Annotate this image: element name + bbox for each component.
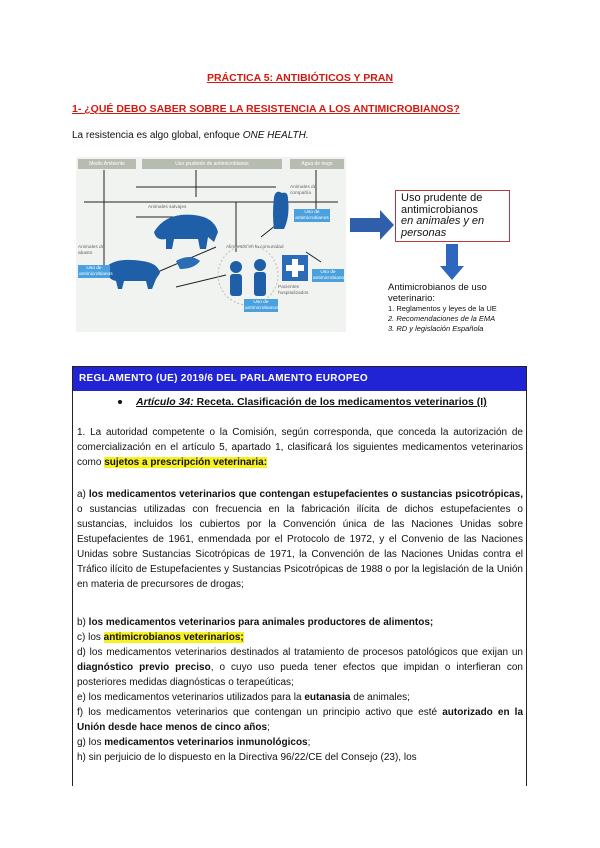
- item-g: [77, 735, 523, 750]
- farm-use-label: Uso de antimicrobianos: [79, 266, 113, 277]
- vet-item-1: 1. Reglamentos y leyes de la UE: [388, 304, 497, 313]
- figure-drawing: [76, 157, 346, 332]
- bullet-icon: [118, 400, 122, 404]
- one-health-figure: [76, 157, 346, 332]
- article-title: [118, 396, 487, 408]
- down-arrow-icon: [440, 244, 464, 280]
- paragraph-1: [77, 425, 523, 470]
- figure-header-water: Agua de riego: [290, 159, 344, 169]
- callout-line-2: antimicrobianos: [401, 203, 479, 216]
- regulation-box: [72, 366, 527, 786]
- article-heading: Receta. Clasificación de los medicamentos veterinarios (I): [193, 396, 487, 408]
- hospital-use-label: Uso de antimicrobianos: [313, 270, 347, 281]
- label-food: Alimentos en la comunidad: [226, 245, 284, 250]
- e-prefix: e) los medicamentos veterinarios utilizados para la: [77, 692, 305, 703]
- label-hospital: Pacientes hospitalizados: [278, 285, 309, 296]
- c-prefix: c) los: [77, 632, 104, 643]
- figure-header-prudent-use: Uso prudente de antimicrobianos: [142, 159, 282, 169]
- f-bold: autorizado en la Unión desde hace menos de cinco años: [77, 707, 524, 733]
- g-prefix: g) los: [77, 737, 105, 748]
- section-heading: 1- ¿QUÉ DEBO SABER SOBRE LA RESISTENCIA A LOS ANTIMICROBIANOS?: [72, 103, 460, 115]
- item-e: [77, 690, 523, 705]
- f-prefix: f) los medicamentos veterinarios que contengan un principio activo que esté: [77, 707, 443, 718]
- right-arrow-icon: [350, 210, 396, 240]
- vet-title-2: veterinario:: [388, 293, 435, 304]
- intro-text: [72, 130, 309, 141]
- f-rest: ;: [267, 722, 270, 733]
- item-b: [77, 615, 523, 630]
- regulation-header: REGLAMENTO (UE) 2019/6 DEL PARLAMENTO EUROPEO: [73, 367, 526, 391]
- a-rest: o sustancias utilizadas con frecuencia en la fabricación ilícita de dichos estupefacientes o sustancias, incluidos los cubiertos por la Convención única de las Naciones Unidas sobre Estupefacientes de 1961, enmendada por el Protocolo de 1972, y el Convenio de las Naciones Unidas sobre Sustancias Sicotrópicas de 1971, la Convención de las Naciones Unidas contra el Tráfico ilícito de Estupefacientes y Sustancias Psicotrópicas de 1988 o por la legislación de la Unión en materia de precursores de drogas;: [77, 504, 523, 590]
- page-title: PRÁCTICA 5: ANTIBIÓTICOS Y PRAN: [206, 72, 394, 84]
- pet-animal-icon: [273, 192, 289, 229]
- callout-line-4: personas: [401, 226, 447, 239]
- callout-line-3: en animales y en: [401, 215, 485, 227]
- label-farm: Animales de abasto: [78, 245, 105, 256]
- label-wild: Animales salvajes: [148, 205, 187, 210]
- item-d: [77, 645, 523, 690]
- vet-title-1: Antimicrobianos de uso: [388, 282, 487, 293]
- b-bold: los medicamentos veterinarios para animales productores de alimentos;: [88, 617, 434, 628]
- pets-use-label: Uso de antimicrobianos: [295, 210, 329, 221]
- p1-text: 1. La autoridad competente o la Comisión, según corresponda, que conceda la autorización de comercialización en el artículo 5, apartado 1, clasificará los siguientes medicamentos veterinarios como: [77, 427, 523, 468]
- g-rest: ;: [307, 737, 311, 748]
- food-icon: [176, 257, 200, 269]
- d-prefix: d) los medicamentos veterinarios destinados al tratamiento de procesos patológicos que exijan un: [77, 647, 523, 658]
- d-rest: , o cuyo uso pueda tener efectos que impidan o interfieran con posteriores medidas diagnósticas o terapeúticas;: [77, 662, 523, 688]
- d-bold: diagnóstico previo preciso: [77, 662, 211, 673]
- farm-animal-icon: [106, 260, 160, 289]
- prudent-use-callout: [395, 190, 510, 242]
- item-f: [77, 705, 523, 735]
- a-bold: los medicamentos veterinarios que contengan estupefacientes o sustancias psicotrópicas,: [88, 489, 523, 500]
- label-pets: Animales de compañía: [290, 185, 317, 196]
- b-prefix: b): [77, 617, 89, 628]
- vet-item-2: 2. Recomendaciones de la EMA: [388, 314, 496, 323]
- item-a: [77, 487, 523, 592]
- c-highlight: antimicrobianos veterinarios;: [103, 632, 244, 643]
- intro-plain: La resistencia es algo global, enfoque: [72, 130, 243, 141]
- e-bold: eutanasia: [304, 692, 351, 703]
- vet-item-3: 3. RD y legislación Española: [388, 324, 484, 333]
- intro-italic: ONE HEALTH.: [242, 130, 309, 141]
- callout-line-1: Uso prudente de: [401, 192, 483, 204]
- wild-animal-icon: [154, 215, 218, 249]
- human-use-label: Uso de antimicrobianos: [245, 300, 279, 311]
- g-bold: medicamentos veterinarios inmunológicos: [104, 737, 308, 748]
- e-rest: de animales;: [350, 692, 410, 703]
- item-c: [77, 630, 523, 645]
- vet-antimicrobials-list: [388, 282, 536, 334]
- article-number: Artículo 34:: [136, 396, 194, 408]
- a-prefix: a): [77, 489, 89, 500]
- item-h: h) sin perjuicio de lo dispuesto en la Directiva 96/22/CE del Consejo (23), los: [77, 752, 417, 763]
- figure-header-environment: Medio Ambiente: [78, 159, 136, 169]
- p1-highlight: sujetos a prescripción veterinaria:: [104, 457, 268, 468]
